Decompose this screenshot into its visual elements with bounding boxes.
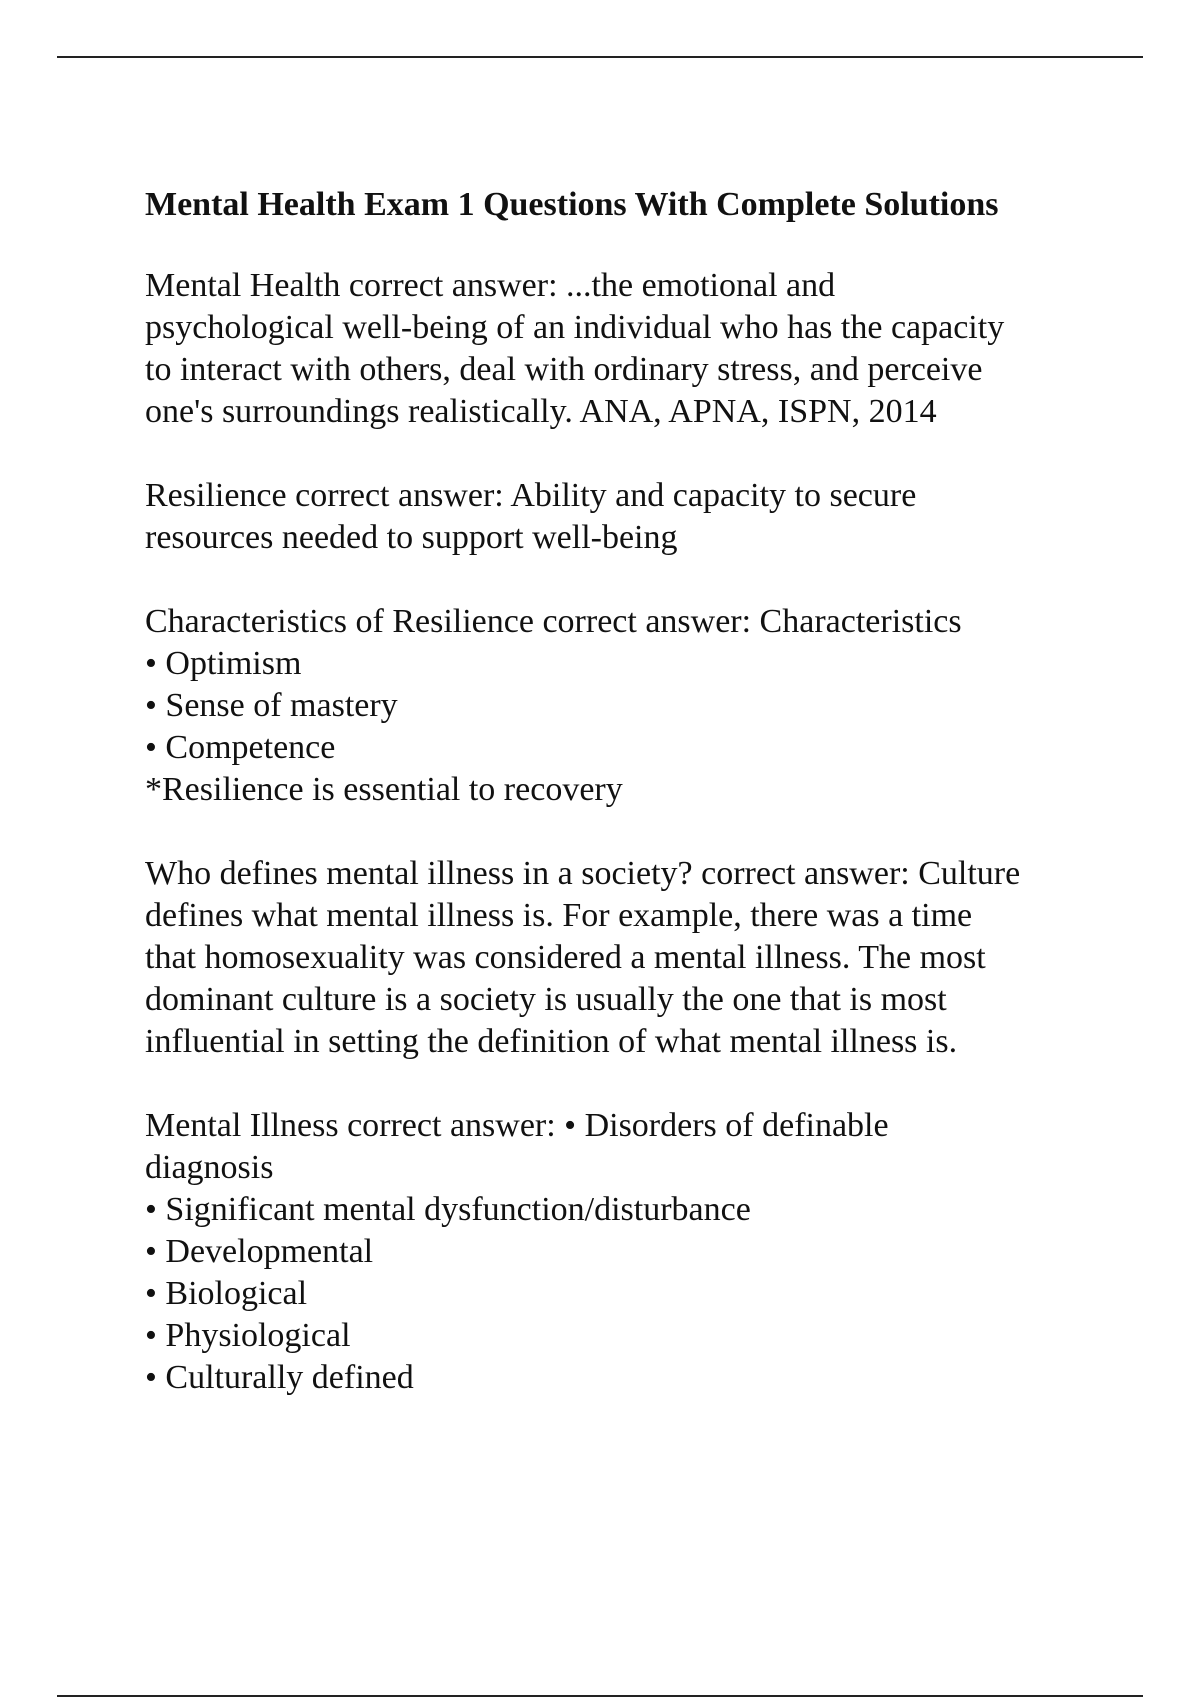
- entry-resilience: [145, 475, 1105, 559]
- entry-line: resources needed to support well-being: [145, 519, 678, 556]
- entry-line: one's surroundings realistically. ANA, APNA, ISPN, 2014: [145, 393, 937, 430]
- entry-line: influential in setting the definition of what mental illness is.: [145, 1023, 958, 1060]
- bullet-item: • Optimism: [145, 645, 302, 682]
- bullet-item: • Culturally defined: [145, 1359, 414, 1396]
- entry-line: psychological well-being of an individual who has the capacity: [145, 309, 1005, 346]
- entry-note: *Resilience is essential to recovery: [145, 771, 623, 808]
- entry-mental-health: [145, 265, 1105, 433]
- entry-line: Characteristics of Resilience correct answer: Characteristics: [145, 603, 962, 640]
- entry-line: to interact with others, deal with ordinary stress, and perceive: [145, 351, 983, 388]
- entry-line: that homosexuality was considered a mental illness. The most: [145, 939, 986, 976]
- entry-who-defines-mental-illness: [145, 853, 1105, 1063]
- entry-line: Who defines mental illness in a society? correct answer: Culture: [145, 855, 1021, 892]
- footer-rule: [57, 1695, 1143, 1697]
- entry-line: Resilience correct answer: Ability and capacity to secure: [145, 477, 917, 514]
- bullet-item: • Biological: [145, 1275, 308, 1312]
- entry-line: diagnosis: [145, 1149, 274, 1186]
- entry-line: defines what mental illness is. For example, there was a time: [145, 897, 973, 934]
- bullet-item: • Competence: [145, 729, 336, 766]
- entry-characteristics-of-resilience: [145, 601, 1105, 811]
- header-rule: [57, 56, 1143, 58]
- bullet-item: • Physiological: [145, 1317, 351, 1354]
- document-body: [145, 185, 1105, 1441]
- entry-line: Mental Health correct answer: ...the emotional and: [145, 267, 836, 304]
- bullet-item: • Developmental: [145, 1233, 374, 1270]
- bullet-item: • Significant mental dysfunction/disturbance: [145, 1191, 751, 1228]
- document-title: Mental Health Exam 1 Questions With Complete Solutions: [145, 186, 999, 223]
- entry-line: Mental Illness correct answer: • Disorders of definable: [145, 1107, 889, 1144]
- entry-mental-illness: [145, 1105, 1105, 1399]
- entry-line: dominant culture is a society is usually the one that is most: [145, 981, 947, 1018]
- bullet-item: • Sense of mastery: [145, 687, 398, 724]
